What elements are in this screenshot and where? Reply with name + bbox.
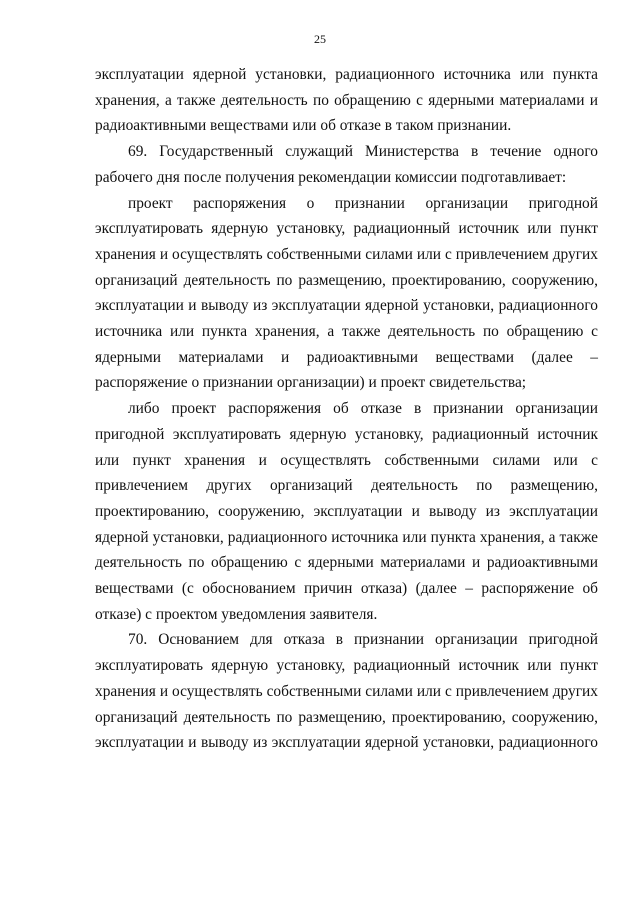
paragraph-70: 70. Основанием для отказа в признании организации пригодной эксплуатировать ядерную установку, радиационный источник или пункт хранения и осуществлять собственными силами или с привлечением других организаций деятельность по размещению, проектированию, сооружению, эксплуатации и выводу из эксплуатации ядерной установки, радиационного [95,631,598,752]
document-body [95,62,598,756]
paragraph-continuation: эксплуатации ядерной установки, радиационного источника или пункта хранения, а также деятельность по обращению с ядерными материалами и радиоактивными веществами или об отказе в таком признании. [95,66,598,135]
paragraph-69: 69. Государственный служащий Министерства в течение одного рабочего дня после получения рекомендации комиссии подготавливает: [95,143,598,186]
page-number: 25 [314,32,326,46]
paragraph-draft-recognition-order: проект распоряжения о признании организации пригодной эксплуатировать ядерную установку, радиационный источник или пункт хранения и осуществлять собственными силами или с привлечением других организаций деятельность по размещению, проектированию, сооружению, эксплуатации и выводу из эксплуатации ядерной установки, радиационного источника или пункта хранения, а также деятельность по обращению с ядерными материалами и радиоактивными веществами (далее – распоряжение о признании организации) и проект свидетельства; [95,194,598,392]
paragraph-draft-refusal-order: либо проект распоряжения об отказе в признании организации пригодной эксплуатировать ядерную установку, радиационный источник или пункт хранения и осуществлять собственными силами или с привлечением других организаций деятельность по размещению, проектированию, сооружению, эксплуатации и выводу из эксплуатации ядерной установки, радиационного источника или пункта хранения, а также деятельность по обращению с ядерными материалами и радиоактивными веществами (с обоснованием причин отказа) (далее – распоряжение об отказе) с проектом уведомления заявителя. [95,400,598,623]
